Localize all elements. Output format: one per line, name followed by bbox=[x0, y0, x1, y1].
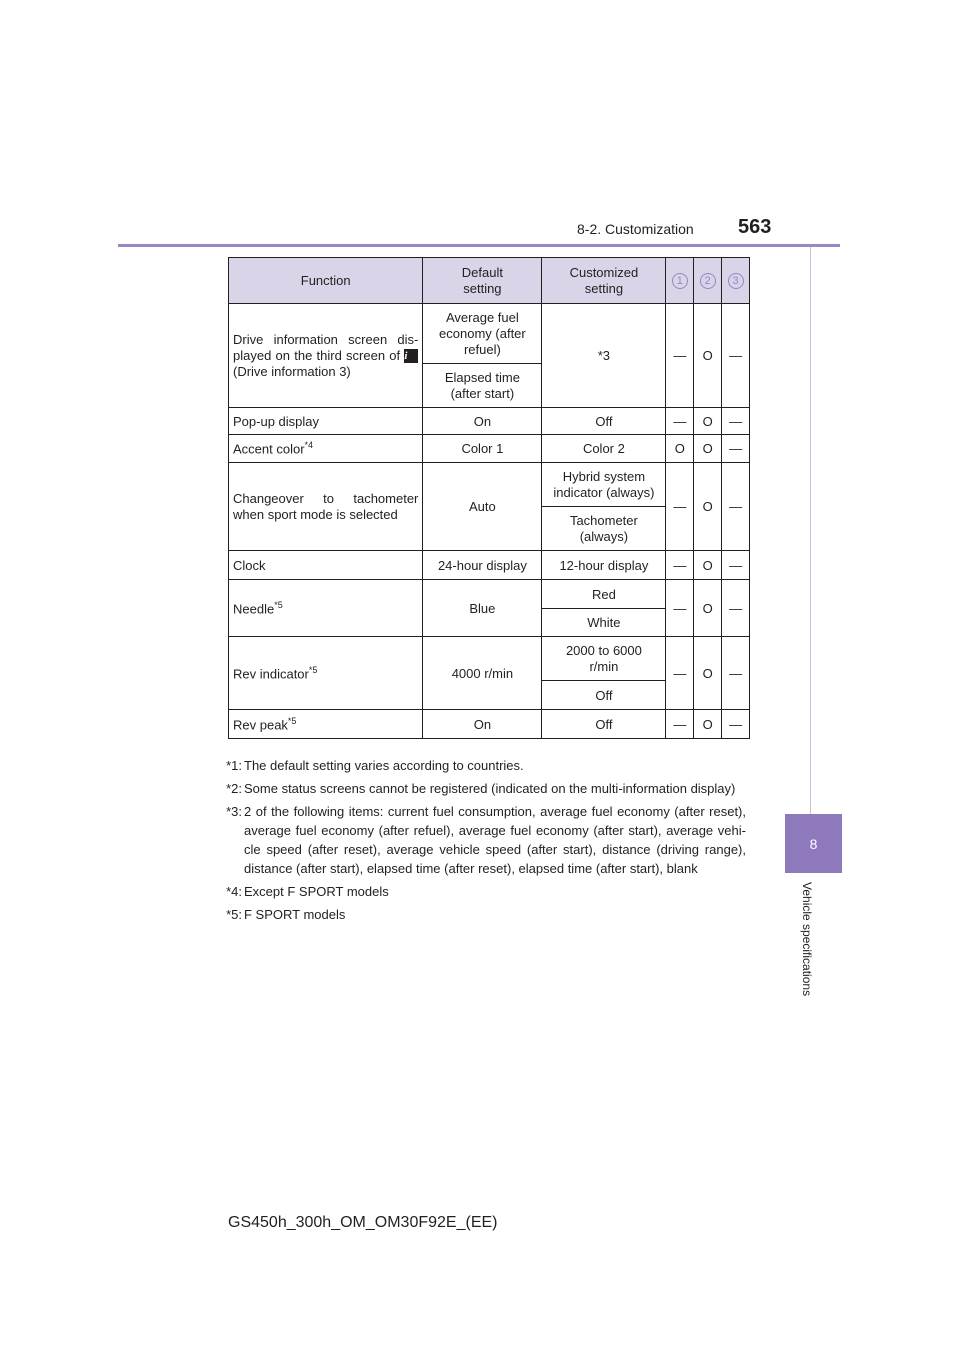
table-row bbox=[229, 710, 750, 739]
cell-customized: Color 2 bbox=[542, 435, 666, 463]
cell-function: Drive information screen dis-played on the third screen of i (Drive information 3) bbox=[229, 304, 423, 408]
table-row bbox=[229, 435, 750, 463]
cell-col2: O bbox=[694, 408, 722, 435]
cell-default: Average fuel economy (after refuel) bbox=[423, 304, 542, 364]
cell-col1: — bbox=[666, 710, 694, 739]
cell-function: Accent color$^{*4}$ bbox=[229, 435, 423, 463]
cell-customized: 2000 to 6000 r/min bbox=[542, 637, 666, 681]
header-default: Default setting bbox=[423, 258, 542, 304]
cell-col3: — bbox=[722, 551, 750, 580]
circle-3-icon: 3 bbox=[728, 273, 744, 289]
chapter-tab[interactable] bbox=[785, 814, 842, 873]
footnote-item: *4: Except F SPORT models bbox=[226, 884, 389, 899]
cell-col2: O bbox=[694, 637, 722, 710]
cell-function: Changeover to tachometer when sport mode is selected bbox=[229, 463, 423, 551]
cell-col1: — bbox=[666, 408, 694, 435]
cell-col2: O bbox=[694, 551, 722, 580]
cell-col2: O bbox=[694, 304, 722, 408]
footnote-item: *3: 2 of the following items: current fuel consumption, average fuel economy (after reset), average fuel economy (after refuel), average fuel economy (after start), average vehi-cle speed (after reset), average vehicle speed (after start), distance (driving range), distance (after start), elapsed time (after reset), elapsed time (after start), blank bbox=[226, 804, 746, 876]
cell-col2: O bbox=[694, 435, 722, 463]
cell-col1: — bbox=[666, 637, 694, 710]
table-row bbox=[229, 580, 750, 609]
cell-customized: Tachometer (always) bbox=[542, 507, 666, 551]
header-customized: Customized setting bbox=[542, 258, 666, 304]
table-row bbox=[229, 463, 750, 507]
cell-function: Pop-up display bbox=[229, 408, 423, 435]
footnotes bbox=[214, 756, 746, 928]
cell-function: Needle$^{*5}$ bbox=[229, 580, 423, 637]
cell-col1: — bbox=[666, 580, 694, 637]
cell-customized: Hybrid system indicator (always) bbox=[542, 463, 666, 507]
table-row bbox=[229, 304, 750, 364]
circle-1-icon: 1 bbox=[672, 273, 688, 289]
cell-customized: Off bbox=[542, 681, 666, 710]
cell-customized: 12-hour display bbox=[542, 551, 666, 580]
header-col3 bbox=[722, 258, 750, 304]
page-number: 563 bbox=[738, 216, 772, 238]
cell-function: Rev indicator$^{*5}$ bbox=[229, 637, 423, 710]
table-row bbox=[229, 637, 750, 681]
circle-2-icon: 2 bbox=[700, 273, 716, 289]
cell-col1: — bbox=[666, 304, 694, 408]
cell-col3: — bbox=[722, 580, 750, 637]
chapter-label-text: Vehicle specifications bbox=[800, 882, 814, 997]
cell-default: 24-hour display bbox=[423, 551, 542, 580]
table-header-row bbox=[229, 258, 750, 304]
cell-col3: — bbox=[722, 304, 750, 408]
cell-default: On bbox=[423, 710, 542, 739]
header-col2 bbox=[694, 258, 722, 304]
chapter-number: 8 bbox=[809, 836, 818, 852]
cell-default: 4000 r/min bbox=[423, 637, 542, 710]
cell-col3: — bbox=[722, 463, 750, 551]
cell-default: Blue bbox=[423, 580, 542, 637]
cell-customized: White bbox=[542, 609, 666, 637]
cell-customized: Off bbox=[542, 408, 666, 435]
customization-table bbox=[228, 257, 750, 739]
document-code: GS450h_300h_OM_OM30F92E_(EE) bbox=[228, 1214, 498, 1231]
cell-col3: — bbox=[722, 710, 750, 739]
cell-col3: — bbox=[722, 637, 750, 710]
footnote-item: *5: F SPORT models bbox=[226, 907, 346, 922]
header-divider bbox=[118, 244, 840, 247]
cell-customized: *3 bbox=[542, 304, 666, 408]
cell-customized: Red bbox=[542, 580, 666, 609]
cell-default: On bbox=[423, 408, 542, 435]
cell-col3: — bbox=[722, 408, 750, 435]
cell-function: Clock bbox=[229, 551, 423, 580]
header-function: Function bbox=[229, 258, 423, 304]
cell-customized: Off bbox=[542, 710, 666, 739]
table-row bbox=[229, 551, 750, 580]
footnote-item: *1: The default setting varies according to countries. bbox=[226, 758, 524, 773]
cell-default: Elapsed time (after start) bbox=[423, 364, 542, 408]
cell-default: Auto bbox=[423, 463, 542, 551]
cell-col3: — bbox=[722, 435, 750, 463]
footnote-item: *2: Some status screens cannot be registered (indicated on the multi-information display) bbox=[226, 781, 736, 796]
side-divider bbox=[810, 247, 811, 814]
cell-col1: — bbox=[666, 463, 694, 551]
cell-col1: O bbox=[666, 435, 694, 463]
cell-col2: O bbox=[694, 710, 722, 739]
cell-default: Color 1 bbox=[423, 435, 542, 463]
info-icon: i bbox=[404, 349, 418, 363]
table-row bbox=[229, 408, 750, 435]
cell-col1: — bbox=[666, 551, 694, 580]
header-col1 bbox=[666, 258, 694, 304]
cell-col2: O bbox=[694, 580, 722, 637]
chapter-label bbox=[800, 882, 820, 1022]
cell-function: Rev peak$^{*5}$ bbox=[229, 710, 423, 739]
section-title: 8-2. Customization bbox=[577, 221, 694, 237]
cell-col2: O bbox=[694, 463, 722, 551]
